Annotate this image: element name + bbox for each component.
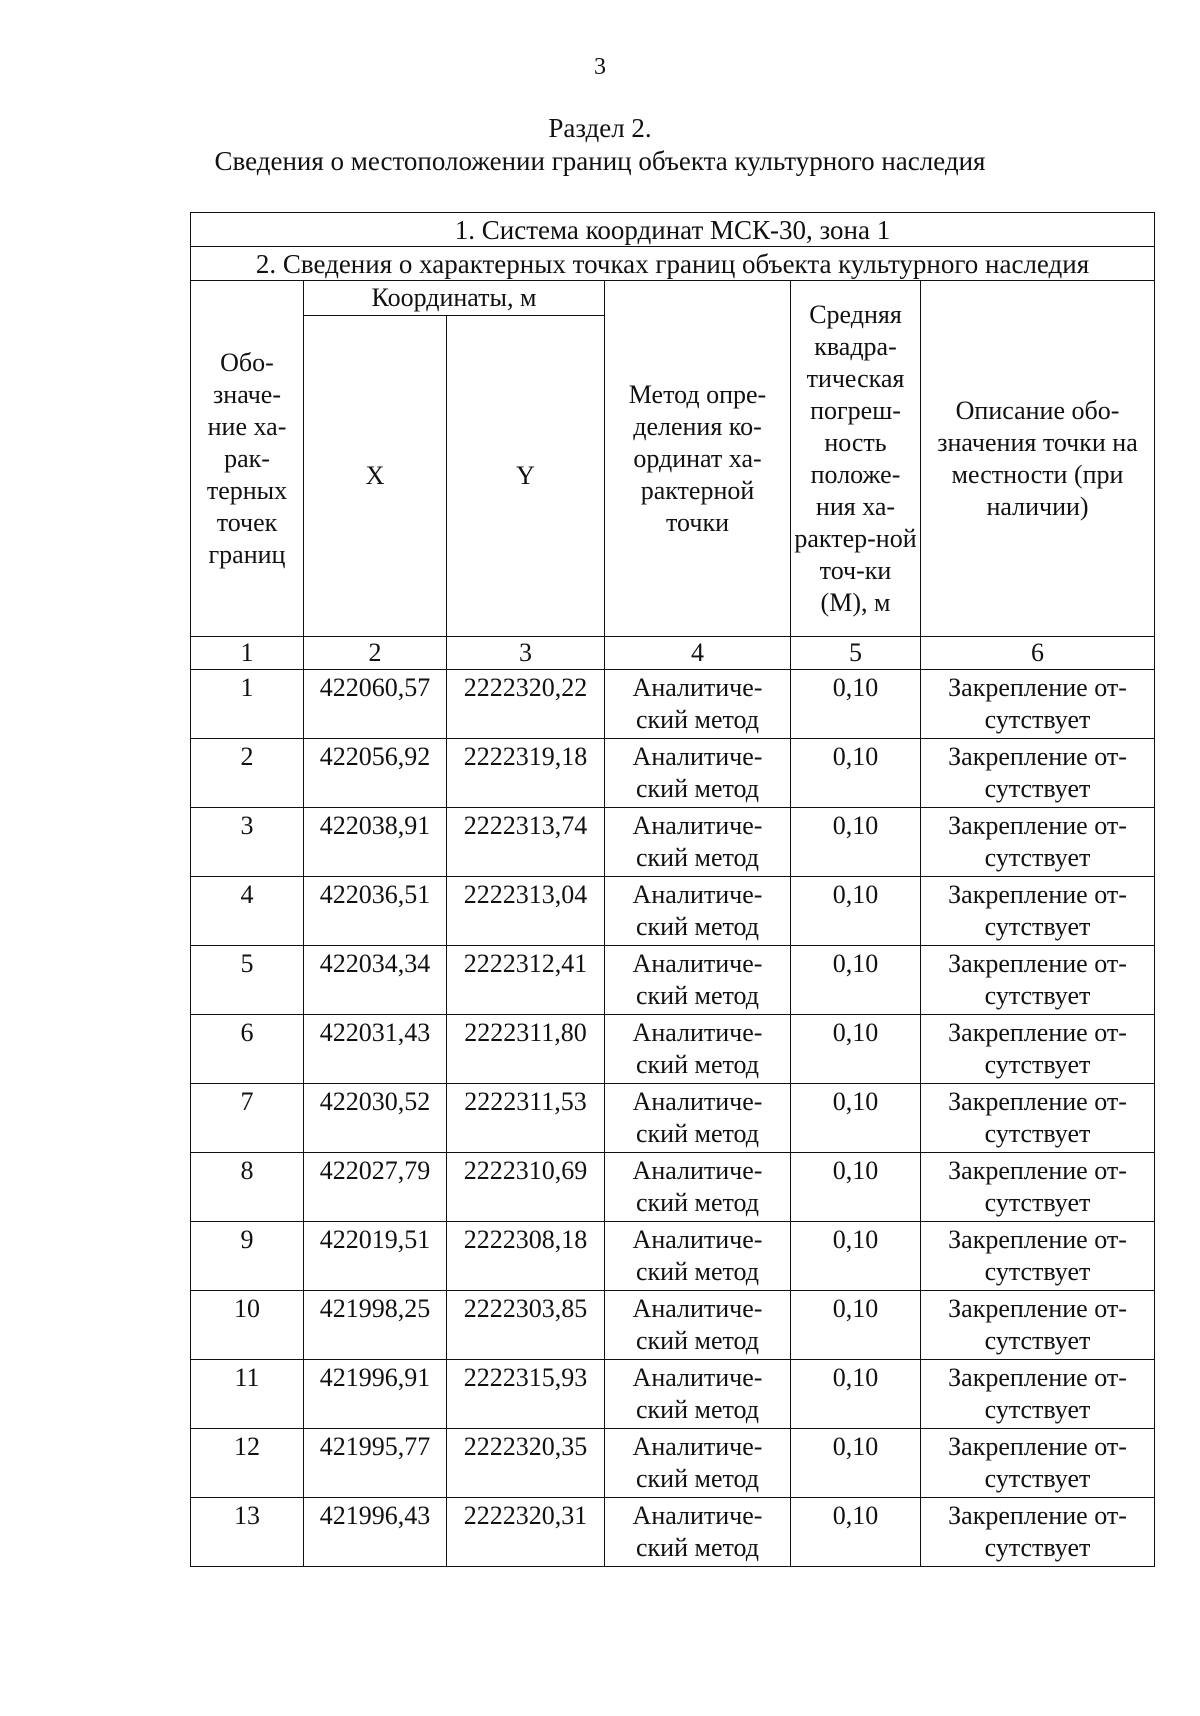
- points-caption: 2. Сведения о характерных точках границ объекта культурного наследия: [191, 247, 1155, 281]
- point-number-cell: 5: [191, 946, 304, 1015]
- method-cell: Аналитиче-ский метод: [605, 808, 791, 877]
- description-cell: Закрепление от-сутствует: [921, 1084, 1155, 1153]
- point-number-cell: 13: [191, 1498, 304, 1567]
- description-cell: Закрепление от-сутствует: [921, 670, 1155, 739]
- point-number-cell: 6: [191, 1015, 304, 1084]
- column-number: 2: [304, 637, 447, 670]
- table-row: [191, 808, 1155, 877]
- point-number-cell: 8: [191, 1153, 304, 1222]
- column-number: 4: [605, 637, 791, 670]
- description-cell: Закрепление от-сутствует: [921, 808, 1155, 877]
- header-method: Метод опре-деления ко-ординат ха-рактерной точки: [605, 281, 791, 637]
- y-coordinate-cell: 2222313,74: [447, 808, 605, 877]
- point-number-cell: 10: [191, 1291, 304, 1360]
- point-number-cell: 4: [191, 877, 304, 946]
- table-row: [191, 1153, 1155, 1222]
- error-cell: 0,10: [791, 1222, 921, 1291]
- table-row: [191, 877, 1155, 946]
- header-y: Y: [447, 316, 605, 637]
- point-number-cell: 3: [191, 808, 304, 877]
- error-cell: 0,10: [791, 1084, 921, 1153]
- table-row: [191, 946, 1155, 1015]
- coordinate-system-caption: 1. Система координат МСК-30, зона 1: [191, 213, 1155, 247]
- y-coordinate-cell: 2222310,69: [447, 1153, 605, 1222]
- column-number: 3: [447, 637, 605, 670]
- header-description: Описание обо-значения точки на местности (при наличии): [921, 281, 1155, 637]
- header-error: Средняя квадра-тическая погреш-ность положе-ния ха-рактер-ной точ-ки (М), м: [791, 281, 921, 637]
- error-cell: 0,10: [791, 1291, 921, 1360]
- method-cell: Аналитиче-ский метод: [605, 1291, 791, 1360]
- description-cell: Закрепление от-сутствует: [921, 946, 1155, 1015]
- y-coordinate-cell: 2222311,80: [447, 1015, 605, 1084]
- method-cell: Аналитиче-ский метод: [605, 670, 791, 739]
- table-row: [191, 1015, 1155, 1084]
- x-coordinate-cell: 422036,51: [304, 877, 447, 946]
- y-coordinate-cell: 2222312,41: [447, 946, 605, 1015]
- error-cell: 0,10: [791, 1498, 921, 1567]
- error-cell: 0,10: [791, 739, 921, 808]
- point-number-cell: 12: [191, 1429, 304, 1498]
- y-coordinate-cell: 2222303,85: [447, 1291, 605, 1360]
- description-cell: Закрепление от-сутствует: [921, 1498, 1155, 1567]
- description-cell: Закрепление от-сутствует: [921, 877, 1155, 946]
- column-number: 1: [191, 637, 304, 670]
- table-row: [191, 1429, 1155, 1498]
- x-coordinate-cell: 422019,51: [304, 1222, 447, 1291]
- error-cell: 0,10: [791, 1015, 921, 1084]
- table-row: [191, 670, 1155, 739]
- description-cell: Закрепление от-сутствует: [921, 1222, 1155, 1291]
- error-cell: 0,10: [791, 1360, 921, 1429]
- column-number-row: [191, 637, 1155, 670]
- point-number-cell: 1: [191, 670, 304, 739]
- method-cell: Аналитиче-ский метод: [605, 877, 791, 946]
- description-cell: Закрепление от-сутствует: [921, 1291, 1155, 1360]
- method-cell: Аналитиче-ский метод: [605, 1222, 791, 1291]
- method-cell: Аналитиче-ский метод: [605, 1015, 791, 1084]
- method-cell: Аналитиче-ский метод: [605, 1429, 791, 1498]
- description-cell: Закрепление от-сутствует: [921, 1015, 1155, 1084]
- method-cell: Аналитиче-ский метод: [605, 739, 791, 808]
- point-number-cell: 2: [191, 739, 304, 808]
- y-coordinate-cell: 2222313,04: [447, 877, 605, 946]
- x-coordinate-cell: 422030,52: [304, 1084, 447, 1153]
- x-coordinate-cell: 422038,91: [304, 808, 447, 877]
- column-number: 6: [921, 637, 1155, 670]
- section-title: [0, 112, 1200, 178]
- x-coordinate-cell: 422027,79: [304, 1153, 447, 1222]
- point-number-cell: 11: [191, 1360, 304, 1429]
- method-cell: Аналитиче-ский метод: [605, 946, 791, 1015]
- y-coordinate-cell: 2222320,31: [447, 1498, 605, 1567]
- x-coordinate-cell: 422060,57: [304, 670, 447, 739]
- section-heading: Сведения о местоположении границ объекта культурного наследия: [214, 146, 986, 176]
- column-number: 5: [791, 637, 921, 670]
- section-label: Раздел 2.: [548, 113, 652, 143]
- method-cell: Аналитиче-ский метод: [605, 1360, 791, 1429]
- point-number-cell: 9: [191, 1222, 304, 1291]
- y-coordinate-cell: 2222320,22: [447, 670, 605, 739]
- description-cell: Закрепление от-сутствует: [921, 1360, 1155, 1429]
- error-cell: 0,10: [791, 877, 921, 946]
- description-cell: Закрепление от-сутствует: [921, 739, 1155, 808]
- boundary-points-table: [190, 212, 1155, 1567]
- method-cell: Аналитиче-ский метод: [605, 1498, 791, 1567]
- description-cell: Закрепление от-сутствует: [921, 1153, 1155, 1222]
- x-coordinate-cell: 421996,43: [304, 1498, 447, 1567]
- y-coordinate-cell: 2222320,35: [447, 1429, 605, 1498]
- table-row: [191, 1360, 1155, 1429]
- x-coordinate-cell: 421998,25: [304, 1291, 447, 1360]
- y-coordinate-cell: 2222311,53: [447, 1084, 605, 1153]
- y-coordinate-cell: 2222319,18: [447, 739, 605, 808]
- method-cell: Аналитиче-ский метод: [605, 1084, 791, 1153]
- description-cell: Закрепление от-сутствует: [921, 1429, 1155, 1498]
- x-coordinate-cell: 422031,43: [304, 1015, 447, 1084]
- header-designation: Обо-значе-ние ха-рак-терных точек границ: [191, 281, 304, 637]
- error-cell: 0,10: [791, 1153, 921, 1222]
- header-x: X: [304, 316, 447, 637]
- error-cell: 0,10: [791, 1429, 921, 1498]
- page-number: 3: [594, 54, 606, 80]
- table-row: [191, 1291, 1155, 1360]
- x-coordinate-cell: 422034,34: [304, 946, 447, 1015]
- y-coordinate-cell: 2222308,18: [447, 1222, 605, 1291]
- table-row: [191, 1222, 1155, 1291]
- error-cell: 0,10: [791, 670, 921, 739]
- point-number-cell: 7: [191, 1084, 304, 1153]
- error-cell: 0,10: [791, 946, 921, 1015]
- y-coordinate-cell: 2222315,93: [447, 1360, 605, 1429]
- method-cell: Аналитиче-ский метод: [605, 1153, 791, 1222]
- table-row: [191, 739, 1155, 808]
- x-coordinate-cell: 422056,92: [304, 739, 447, 808]
- x-coordinate-cell: 421995,77: [304, 1429, 447, 1498]
- error-cell: 0,10: [791, 808, 921, 877]
- x-coordinate-cell: 421996,91: [304, 1360, 447, 1429]
- header-coordinates: Координаты, м: [304, 281, 605, 316]
- table-row: [191, 1498, 1155, 1567]
- table-row: [191, 1084, 1155, 1153]
